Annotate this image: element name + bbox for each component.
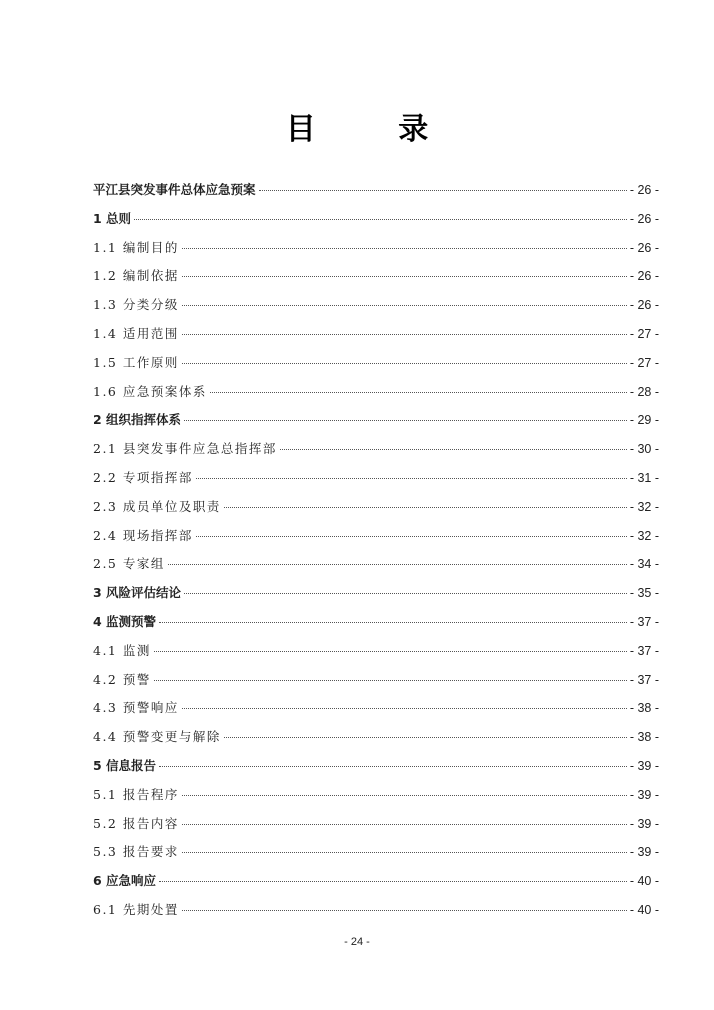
toc-entry-page: - 34 - [629,557,659,572]
toc-entry-label: 5 信息报告 [93,757,157,773]
toc-dot-leader [184,419,627,421]
toc-entry-label: 1.3 分类分级 [93,297,179,313]
toc-entry[interactable] [93,205,659,234]
toc-entry[interactable] [93,493,659,522]
toc-entry[interactable] [93,579,659,608]
toc-entry-label: 2 组织指挥体系 [93,412,182,428]
toc-entry-label: 4.4 预警变更与解除 [93,729,221,745]
toc-entry[interactable] [93,435,659,464]
toc-entry-page: - 29 - [629,413,659,428]
toc-entry-label: 1 总则 [93,210,132,226]
toc-entry-page: - 40 - [629,902,659,917]
toc-entry[interactable] [93,550,659,579]
toc-entry[interactable] [93,896,659,925]
toc-entry[interactable] [93,781,659,810]
table-of-contents [93,176,659,925]
toc-dot-leader [182,707,627,709]
toc-entry-page: - 26 - [629,183,659,197]
toc-entry-label: 2.1 县突发事件应急总指挥部 [93,441,277,457]
toc-entry-page: - 39 - [629,816,659,831]
toc-entry[interactable] [93,752,659,781]
toc-entry[interactable] [93,176,659,205]
toc-entry-page: - 26 - [629,211,659,226]
toc-entry-page: - 32 - [629,499,659,514]
toc-entry-label: 6 应急响应 [93,873,157,889]
toc-dot-leader [182,794,627,796]
toc-entry-page: - 40 - [629,874,659,889]
toc-entry-page: - 30 - [629,442,659,457]
toc-dot-leader [184,592,627,594]
toc-dot-leader [182,333,627,335]
toc-entry[interactable] [93,378,659,407]
toc-entry-label: 4.2 预警 [93,671,151,687]
toc-entry-page: - 26 - [629,240,659,255]
toc-entry-label: 1.6 应急预案体系 [93,383,207,399]
toc-entry-page: - 38 - [629,730,659,745]
toc-entry[interactable] [93,694,659,723]
toc-entry-label: 4 监测预警 [93,613,157,629]
toc-dot-leader [159,621,627,623]
toc-entry[interactable] [93,867,659,896]
toc-entry[interactable] [93,262,659,291]
toc-entry-label: 2.2 专项指挥部 [93,469,193,485]
toc-entry-label: 1.1 编制目的 [93,239,179,255]
toc-entry-page: - 38 - [629,701,659,716]
toc-entry[interactable] [93,464,659,493]
toc-entry-label: 4.3 预警响应 [93,700,179,716]
toc-entry-page: - 28 - [629,384,659,399]
toc-entry-label: 1.2 编制依据 [93,268,179,284]
toc-dot-leader [159,765,627,767]
toc-dot-leader [224,506,627,508]
toc-entry[interactable] [93,637,659,666]
toc-entry-label: 1.4 适用范围 [93,325,179,341]
toc-dot-leader [210,391,627,393]
toc-entry-label: 6.1 先期处置 [93,901,179,917]
toc-entry-label: 平江县突发事件总体应急预案 [93,182,256,197]
toc-dot-leader [196,535,627,537]
page-number-footer: - 24 - [344,936,370,948]
toc-entry[interactable] [93,406,659,435]
toc-dot-leader [182,275,627,277]
toc-entry-page: - 37 - [629,672,659,687]
toc-entry[interactable] [93,349,659,378]
toc-entry[interactable] [93,810,659,839]
toc-dot-leader [182,851,627,853]
toc-entry-label: 4.1 监测 [93,642,151,658]
toc-dot-leader [182,362,627,364]
toc-entry-label: 2.5 专家组 [93,556,165,572]
toc-entry-label: 2.4 现场指挥部 [93,527,193,543]
toc-entry[interactable] [93,234,659,263]
toc-entry[interactable] [93,838,659,867]
toc-dot-leader [182,823,627,825]
toc-entry-page: - 26 - [629,269,659,284]
toc-dot-leader [154,679,627,681]
toc-dot-leader [280,448,627,450]
toc-dot-leader [196,477,627,479]
toc-entry-label: 1.5 工作原则 [93,354,179,370]
toc-entry-label: 2.3 成员单位及职责 [93,498,221,514]
toc-entry[interactable] [93,666,659,695]
toc-dot-leader [159,880,627,882]
toc-dot-leader [168,563,627,565]
toc-entry-page: - 39 - [629,758,659,773]
toc-entry-page: - 27 - [629,326,659,341]
toc-entry-page: - 39 - [629,845,659,860]
toc-entry-page: - 31 - [629,470,659,485]
toc-entry[interactable] [93,320,659,349]
toc-dot-leader [182,909,627,911]
toc-entry[interactable] [93,291,659,320]
toc-entry-page: - 37 - [629,614,659,629]
page-title: 目 录 [285,112,465,147]
toc-entry-page: - 35 - [629,586,659,601]
toc-entry[interactable] [93,608,659,637]
toc-dot-leader [154,650,627,652]
toc-entry-page: - 39 - [629,787,659,802]
toc-entry[interactable] [93,522,659,551]
toc-dot-leader [224,736,627,738]
toc-entry-page: - 26 - [629,298,659,313]
toc-entry-page: - 37 - [629,643,659,658]
toc-entry-page: - 32 - [629,528,659,543]
toc-entry-label: 3 风险评估结论 [93,585,182,601]
toc-dot-leader [134,218,627,220]
toc-entry-label: 5.1 报告程序 [93,786,179,802]
toc-dot-leader [182,304,627,306]
toc-entry-label: 5.2 报告内容 [93,815,179,831]
toc-dot-leader [259,189,627,191]
toc-entry-page: - 27 - [629,355,659,370]
toc-entry-label: 5.3 报告要求 [93,844,179,860]
toc-entry[interactable] [93,723,659,752]
toc-dot-leader [182,247,627,249]
